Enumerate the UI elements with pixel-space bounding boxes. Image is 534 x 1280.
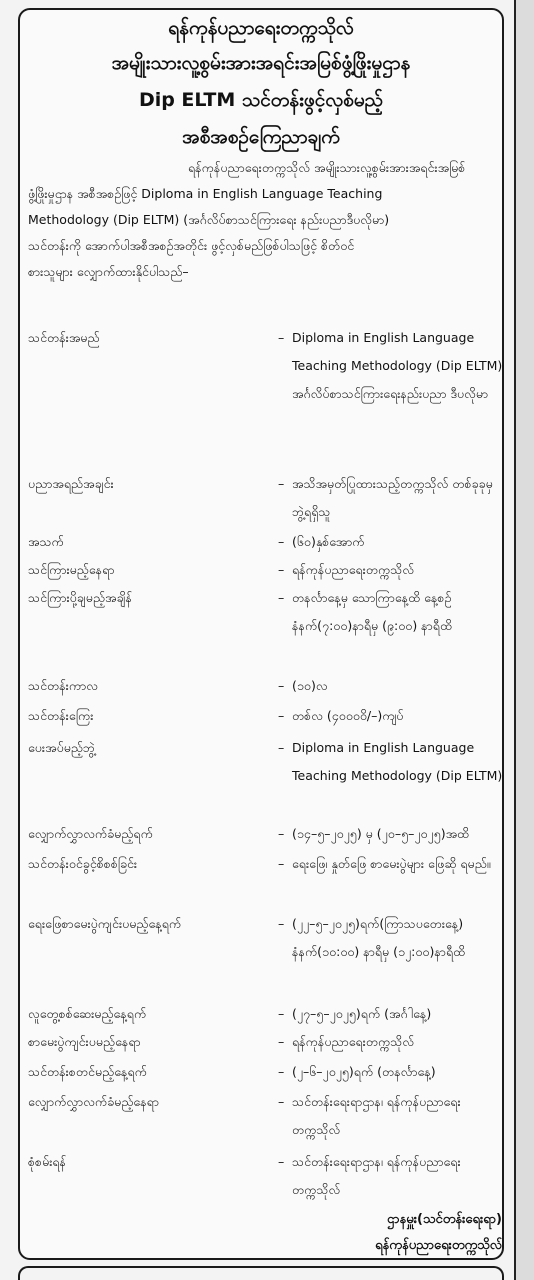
- intro-line-2: ဖွံ့ဖြိုးမှုဌာန အစီအစဉ်ဖြင့် Diploma in English Language Teaching: [28, 186, 383, 201]
- row-value: Diploma in English Language Teaching Methodology (Dip ELTM) အင်္ဂလိပ်စာသင်ကြားရေးနည်းပညာ ဒီပလိုမာ: [292, 330, 503, 401]
- row-value: ရေးဖြေ၊ နှုတ်ဖြေ စာမေးပွဲများ ဖြေဆို ရမည်။: [292, 856, 491, 871]
- row-dash: –: [278, 678, 285, 693]
- row-dash: –: [278, 330, 285, 345]
- row-value: တနင်္လာနေ့မှ သောကြာနေ့ထိ နေ့စဉ် နံနက်(၇:၀၀)နာရီမှ (၉:၀၀) နာရီထိ: [292, 590, 453, 633]
- intro-line-3: Methodology (Dip ELTM) (အင်္ဂလိပ်စာသင်ကြားရေး နည်းပညာဒီပလိုမာ): [28, 212, 390, 227]
- row-label: သင်တန်းစတင်မည့်နေ့ရက်: [28, 1064, 147, 1079]
- row-value: သင်တန်းရေးရာဌာန၊ ရန်ကုန်ပညာရေးတက္ကသိုလ်: [292, 1094, 461, 1137]
- row-dash: –: [278, 916, 285, 931]
- row-value: ရန်ကုန်ပညာရေးတက္ကသိုလ်: [292, 562, 415, 577]
- row-dash: –: [278, 1006, 285, 1021]
- header-department: အမျိုးသားလူ့စွမ်းအားအရင်းအမြစ်ဖွံ့ဖြိုးမှုဌာန: [111, 52, 411, 74]
- row-dash: –: [278, 534, 285, 549]
- row-dash: –: [278, 856, 285, 871]
- row-value: (၁၄–၅–၂၀၂၅) မှ (၂၀–၅–၂၀၂၅)အထိ: [292, 826, 470, 841]
- row-value: (၂–၆–၂၀၂၅)ရက် (တနင်္လာနေ့): [292, 1064, 436, 1079]
- row-value: အသိအမှတ်ပြုထားသည့်တက္ကသိုလ် တစ်ခုခုမှ ဘွဲ့ရရှိသူ: [292, 476, 493, 519]
- row-dash: –: [278, 1064, 285, 1079]
- intro-line-1: ရန်ကုန်ပညာရေးတက္ကသိုလ် အမျိုးသားလူ့စွမ်းအားအရင်းအမြစ်: [188, 160, 466, 175]
- row-value: (၁၀)လ: [292, 678, 328, 693]
- row-label: လျှောက်လွှာလက်ခံမည့်နေရာ: [28, 1094, 159, 1109]
- row-label: ရေးဖြေစာမေးပွဲကျင်းပမည့်နေ့ရက်: [28, 916, 182, 931]
- header-announcement: အစီအစဉ်ကြေညာချက်: [182, 126, 340, 148]
- header-course-opening: Dip ELTM သင်တန်းဖွင့်လှစ်မည့်: [138, 89, 384, 111]
- row-dash: –: [278, 740, 285, 755]
- row-value: Diploma in English Language Teaching Methodology (Dip ELTM): [292, 740, 503, 783]
- row-label: လူတွေ့စစ်ဆေးမည့်နေ့ရက်: [28, 1006, 147, 1021]
- row-value: တစ်လ (၄၀၀၀၀ိ/–)ကျပ်: [292, 708, 404, 723]
- row-label: ပေးအပ်မည့်ဘွဲ့: [28, 740, 95, 755]
- row-dash: –: [278, 562, 285, 577]
- intro-line-5: စားသူများ လျှောက်ထားနိုင်ပါသည်–: [28, 264, 189, 279]
- row-label: လျှောက်လွှာလက်ခံမည့်ရက်: [28, 826, 153, 841]
- row-label: စာမေးပွဲကျင်းပမည့်နေရာ: [28, 1034, 141, 1049]
- row-label: သင်တန်းဝင်ခွင့်စိစစ်ခြင်း: [28, 856, 138, 871]
- row-dash: –: [278, 1154, 285, 1169]
- row-label: အသက်: [28, 534, 64, 549]
- row-label: ပညာအရည်အချင်း: [28, 476, 114, 491]
- signature-title: ဌာနမှူး(သင်တန်းရေးရာ): [387, 1212, 502, 1227]
- row-dash: –: [278, 1034, 285, 1049]
- row-label: စုံစမ်းရန်: [28, 1154, 67, 1169]
- row-label: သင်တန်းအမည်: [28, 330, 100, 345]
- row-value: သင်တန်းရေးရာဌာန၊ ရန်ကုန်ပညာရေးတက္ကသိုလ်: [292, 1154, 461, 1197]
- row-value: (၂၂–၅–၂၀၂၅)ရက်(ကြာသပတေးနေ့) နံနက်(၁၀:၀၀) နာရီမှ (၁၂:၀၀)နာရီထိ: [292, 916, 466, 959]
- header-university: ရန်ကုန်ပညာရေးတက္ကသိုလ်: [168, 17, 354, 39]
- next-announcement-edge: [18, 1266, 504, 1280]
- adjacent-column-edge: [514, 0, 534, 1280]
- row-value: ရန်ကုန်ပညာရေးတက္ကသိုလ်: [292, 1034, 415, 1049]
- row-dash: –: [278, 708, 285, 723]
- row-label: သင်တန်းကာလ: [28, 678, 98, 693]
- intro-line-4: သင်တန်းကို အောက်ပါအစီအစဉ်အတိုင်း ဖွင့်လှစ်မည်ဖြစ်ပါသဖြင့် စိတ်ဝင်: [28, 238, 355, 253]
- row-label: သင်ကြားမည့်နေရာ: [28, 562, 115, 577]
- row-label: သင်ကြားပို့ချမည့်အချိန်: [28, 590, 132, 605]
- row-dash: –: [278, 1094, 285, 1109]
- row-dash: –: [278, 476, 285, 491]
- signature-university: ရန်ကုန်ပညာရေးတက္ကသိုလ်: [375, 1238, 502, 1253]
- row-value: (၂၇–၅–၂၀၂၅)ရက် (အင်္ဂါနေ့): [292, 1006, 432, 1021]
- row-dash: –: [278, 590, 285, 605]
- row-value: (၆၀)နှစ်အောက်: [292, 534, 365, 549]
- row-dash: –: [278, 826, 285, 841]
- row-label: သင်တန်းကြေး: [28, 708, 94, 723]
